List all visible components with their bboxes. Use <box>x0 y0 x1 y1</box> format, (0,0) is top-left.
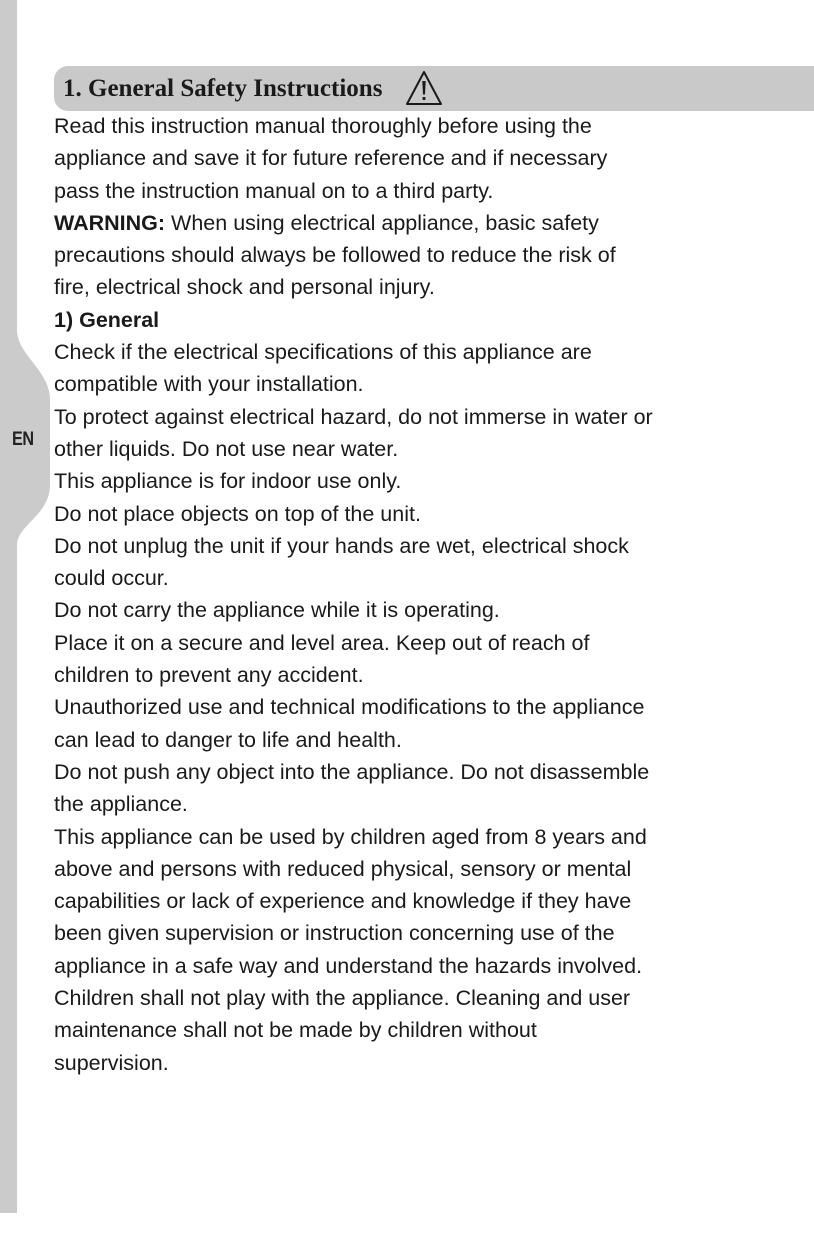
general-instructions-list <box>54 336 754 1079</box>
instruction-line: Do not unplug the unit if your hands are wet, electrical shock <box>54 533 629 558</box>
subsection-heading: 1) General <box>54 307 160 332</box>
language-tab-label: EN <box>12 429 34 450</box>
instruction-line: compatible with your installation. <box>54 372 364 397</box>
instruction-line: appliance in a safe way and understand the hazards involved. <box>54 953 643 978</box>
instruction-line: Do not place objects on top of the unit. <box>54 501 421 526</box>
section-title: 1. General Safety Instructions <box>63 74 383 102</box>
instruction-line: maintenance shall not be made by children without <box>54 1018 537 1043</box>
instruction-line: could occur. <box>54 566 169 591</box>
section-header <box>54 66 814 111</box>
instruction-line: Children shall not play with the appliance. Cleaning and user <box>54 986 631 1011</box>
instruction-line: been given supervision or instruction concerning use of the <box>54 921 615 946</box>
instruction-line: capabilities or lack of experience and knowledge if they have <box>54 889 632 914</box>
warning-line: precautions should always be followed to reduce the risk of <box>54 243 616 268</box>
instruction-line: the appliance. <box>54 792 188 817</box>
instruction-line: children to prevent any accident. <box>54 663 364 688</box>
instruction-line: Unauthorized use and technical modifications to the appliance <box>54 695 645 720</box>
instruction-line: This appliance can be used by children aged from 8 years and <box>54 824 647 849</box>
instruction-line: Do not carry the appliance while it is operating. <box>54 598 500 623</box>
warning-text: When using electrical appliance, basic safety <box>165 210 599 235</box>
warning-line: fire, electrical shock and personal injury. <box>54 275 435 300</box>
instruction-line: other liquids. Do not use near water. <box>54 436 399 461</box>
warning-label: WARNING: <box>54 210 166 235</box>
instruction-line: Place it on a secure and level area. Keep out of reach of <box>54 630 590 655</box>
warning-triangle-icon <box>405 70 443 106</box>
instruction-line: This appliance is for indoor use only. <box>54 469 402 494</box>
instructions-body <box>54 110 754 1079</box>
instruction-line: Check if the electrical specifications of this appliance are <box>54 340 592 365</box>
warning-line <box>54 207 754 239</box>
instruction-line: Do not push any object into the appliance. Do not disassemble <box>54 759 650 784</box>
intro-line: appliance and save it for future reference and if necessary <box>54 146 608 171</box>
intro-line: pass the instruction manual on to a third party. <box>54 178 494 203</box>
instruction-line: To protect against electrical hazard, do not immerse in water or <box>54 404 653 429</box>
instruction-line: can lead to danger to life and health. <box>54 727 402 752</box>
instruction-line: above and persons with reduced physical, sensory or mental <box>54 856 632 881</box>
intro-line: Read this instruction manual thoroughly before using the <box>54 114 592 138</box>
instruction-line: supervision. <box>54 1050 169 1075</box>
language-side-strip <box>0 0 52 1236</box>
